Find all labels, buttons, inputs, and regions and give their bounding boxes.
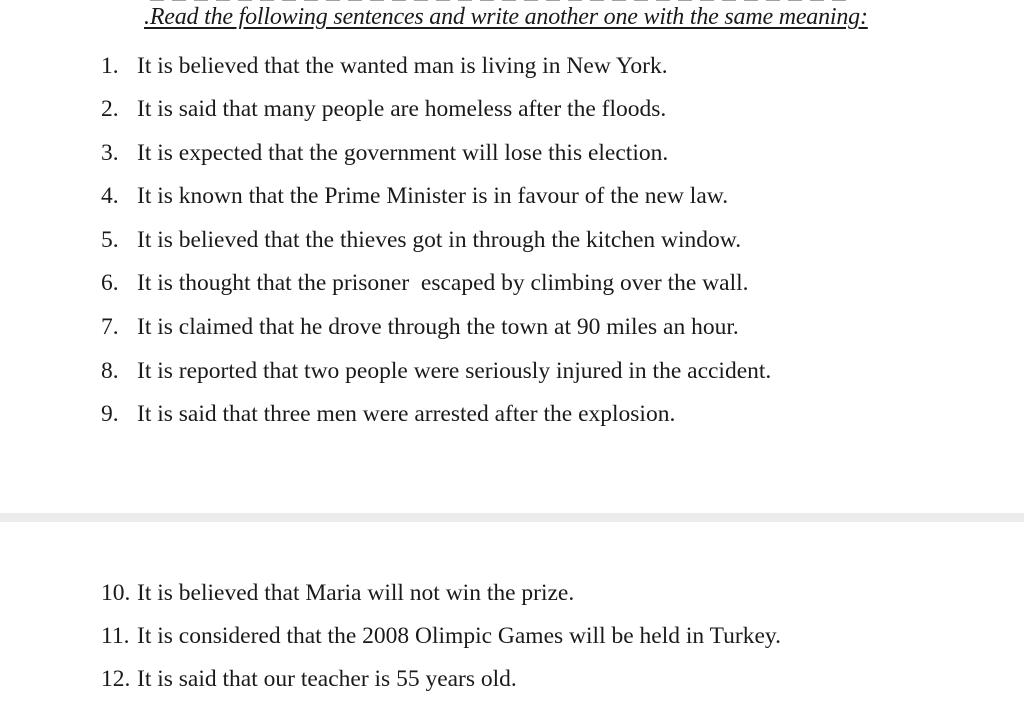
heading-lead-mark: . xyxy=(144,4,150,30)
item-text: It is said that our teacher is 55 years old. xyxy=(137,666,517,692)
item-number: 5. xyxy=(101,227,119,253)
item-number: 6. xyxy=(101,270,119,296)
item-text: It is claimed that he drove through the town at 90 miles an hour. xyxy=(137,314,739,340)
item-number: 2. xyxy=(101,96,119,122)
item-number: 9. xyxy=(101,401,119,427)
exercise-instruction-heading xyxy=(144,4,868,31)
item-text: It is believed that the wanted man is living in New York. xyxy=(137,53,668,79)
item-text: It is said that many people are homeless after the floods. xyxy=(137,96,667,122)
item-text: It is considered that the 2008 Olimpic Games will be held in Turkey. xyxy=(137,623,781,649)
item-text: It is believed that Maria will not win the prize. xyxy=(137,580,575,606)
item-text: It is thought that the prisoner escaped by climbing over the wall. xyxy=(137,270,749,296)
page-break-divider xyxy=(0,513,1024,522)
heading-text: Read the following sentences and write another one with the same meaning: xyxy=(149,4,868,30)
document-page-bottom xyxy=(0,522,1024,726)
item-number: 11. xyxy=(101,623,130,649)
item-number: 4. xyxy=(101,183,119,209)
item-number: 7. xyxy=(101,314,119,340)
item-number: 12. xyxy=(101,666,131,692)
item-number: 10. xyxy=(101,580,131,606)
item-text: It is known that the Prime Minister is in favour of the new law. xyxy=(137,183,729,209)
item-text: It is believed that the thieves got in through the kitchen window. xyxy=(137,227,742,253)
item-text: It is said that three men were arrested after the explosion. xyxy=(137,401,676,427)
item-number: 1. xyxy=(101,53,119,79)
item-text: It is expected that the government will lose this election. xyxy=(137,140,669,166)
item-number: 8. xyxy=(101,358,119,384)
cropped-text-remnant xyxy=(150,0,850,2)
item-text: It is reported that two people were seriously injured in the accident. xyxy=(137,358,772,384)
item-number: 3. xyxy=(101,140,119,166)
